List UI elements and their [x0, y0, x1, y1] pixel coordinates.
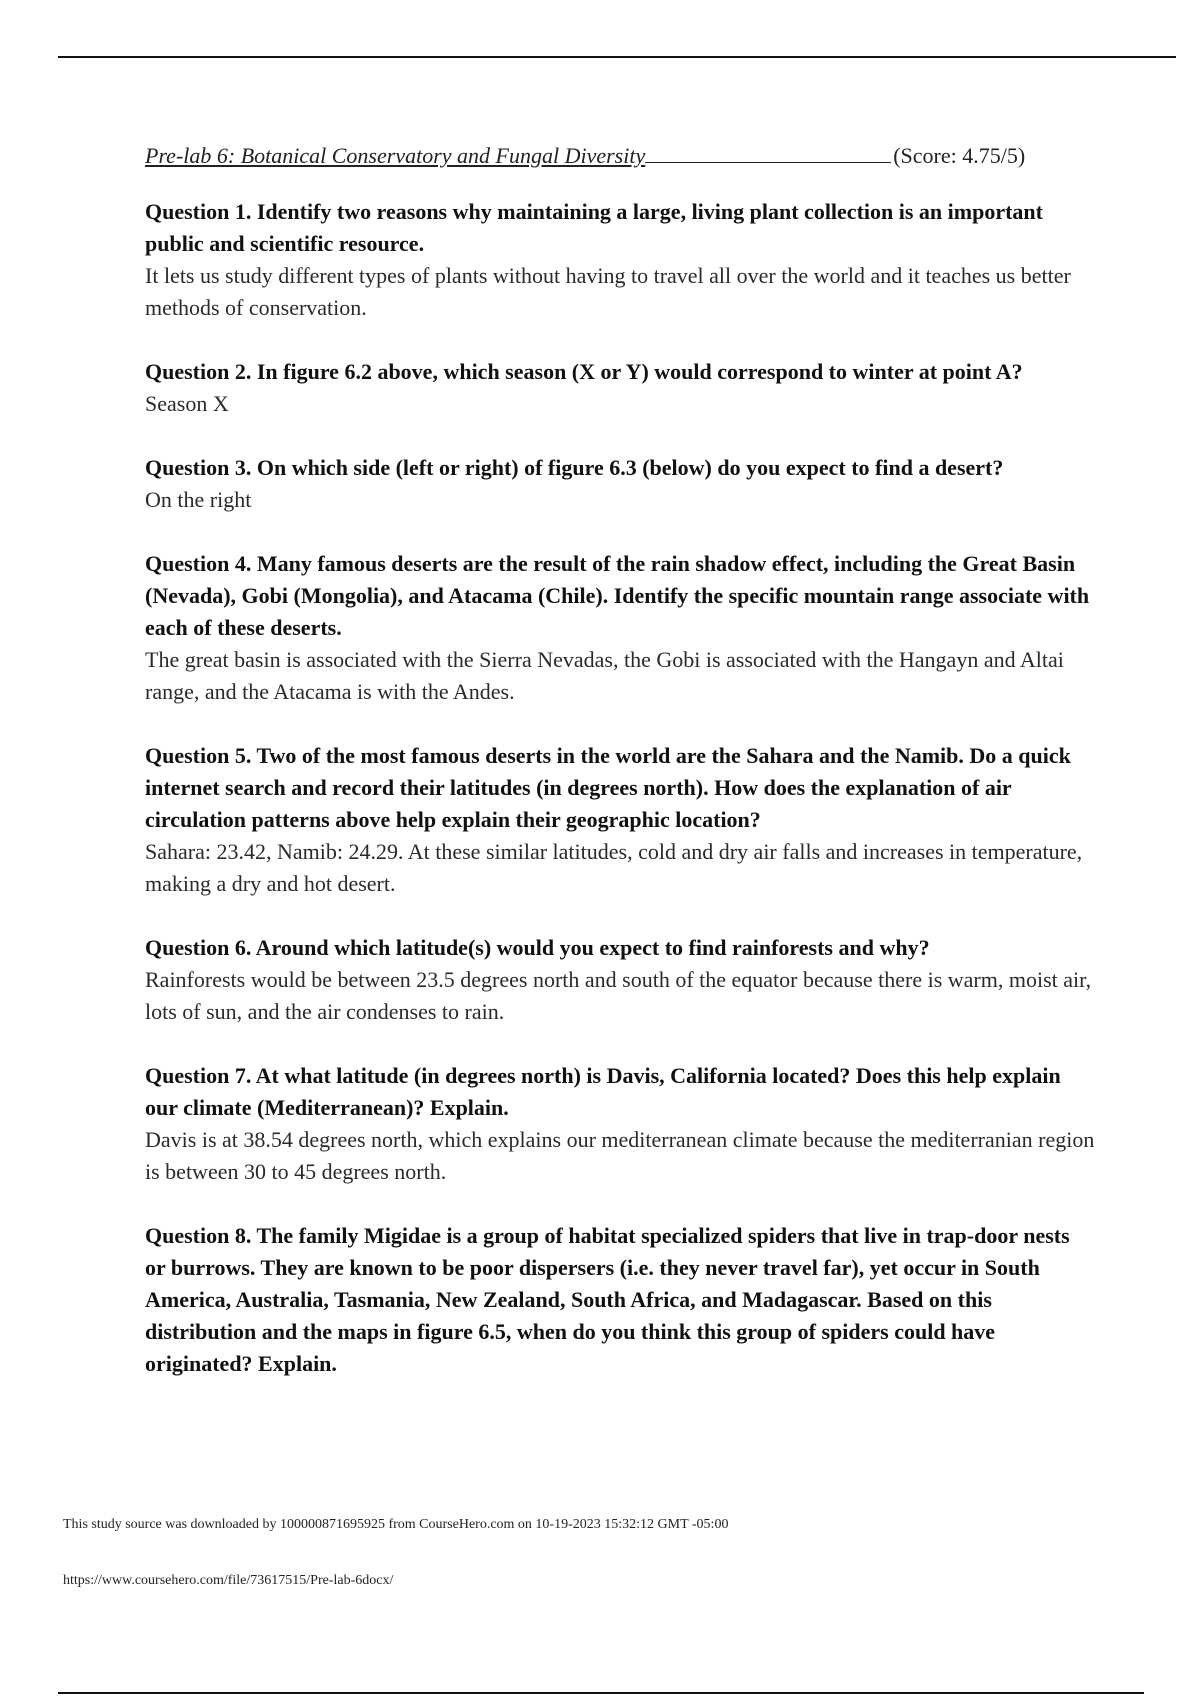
document-title: Pre-lab 6: Botanical Conservatory and Fungal Diversity [145, 143, 646, 168]
question-text: Question 8. The family Migidae is a group of habitat specialized spiders that live in trap-door nests or burrows. They are known to be poor dispersers (i.e. they never travel far), yet occur in South America, Australia, Tasmania, New Zealand, South Africa, and Madagascar. Based on this distribution and the maps in figure 6.5, when do you think this group of spiders could have originated? Explain. [145, 1223, 1070, 1376]
qa-item-8 [145, 1220, 1095, 1380]
title-underline-fill [645, 140, 891, 163]
answer-text: On the right [145, 487, 252, 512]
qa-item-5 [145, 740, 1095, 900]
answer-text: Rainforests would be between 23.5 degrees north and south of the equator because there is warm, moist air, lots of sun, and the air condenses to rain. [145, 967, 1092, 1024]
download-source-note: This study source was downloaded by 100000871695925 from CourseHero.com on 10-19-2023 15:32:12 GMT -05:00 [63, 1517, 729, 1532]
question-text: Question 2. In figure 6.2 above, which season (X or Y) would correspond to winter at point A? [145, 359, 1023, 384]
document-header [145, 140, 1095, 172]
question-text: Question 6. Around which latitude(s) would you expect to find rainforests and why? [145, 935, 930, 960]
top-rule [58, 56, 1176, 58]
answer-text: The great basin is associated with the Sierra Nevadas, the Gobi is associated with the Hangayn and Altai range, and the Atacama is with the Andes. [145, 647, 1064, 704]
score-label: (Score: 4.75/5) [893, 143, 1026, 168]
question-text: Question 4. Many famous deserts are the result of the rain shadow effect, including the Great Basin (Nevada), Gobi (Mongolia), and Atacama (Chile). Identify the specific mountain range associate with each of these deserts. [145, 551, 1090, 640]
answer-text: It lets us study different types of plants without having to travel all over the world and it teaches us better methods of conservation. [145, 263, 1071, 320]
answer-text: Sahara: 23.42, Namib: 24.29. At these similar latitudes, cold and dry air falls and increases in temperature, making a dry and hot desert. [145, 839, 1083, 896]
qa-item-7 [145, 1060, 1095, 1188]
question-text: Question 3. On which side (left or right) of figure 6.3 (below) do you expect to find a desert? [145, 455, 1004, 480]
qa-item-3 [145, 452, 1095, 516]
document-body [145, 140, 1095, 1412]
answer-text: Davis is at 38.54 degrees north, which explains our mediterranean climate because the mediterranian region is between 30 to 45 degrees north. [145, 1127, 1095, 1184]
question-text: Question 1. Identify two reasons why maintaining a large, living plant collection is an important public and scientific resource. [145, 199, 1043, 256]
question-text: Question 7. At what latitude (in degrees north) is Davis, California located? Does this help explain our climate (Mediterranean)? Explain. [145, 1063, 1061, 1120]
source-url[interactable]: https://www.coursehero.com/file/73617515/Pre-lab-6docx/ [63, 1573, 394, 1588]
qa-item-2 [145, 356, 1095, 420]
answer-text: Season X [145, 391, 229, 416]
qa-item-1 [145, 196, 1095, 324]
qa-item-4 [145, 548, 1095, 708]
question-text: Question 5. Two of the most famous deserts in the world are the Sahara and the Namib. Do a quick internet search and record their latitudes (in degrees north). How does the explanation of air circulation patterns above help explain their geographic location? [145, 743, 1071, 832]
bottom-rule [58, 1692, 1144, 1694]
qa-item-6 [145, 932, 1095, 1028]
